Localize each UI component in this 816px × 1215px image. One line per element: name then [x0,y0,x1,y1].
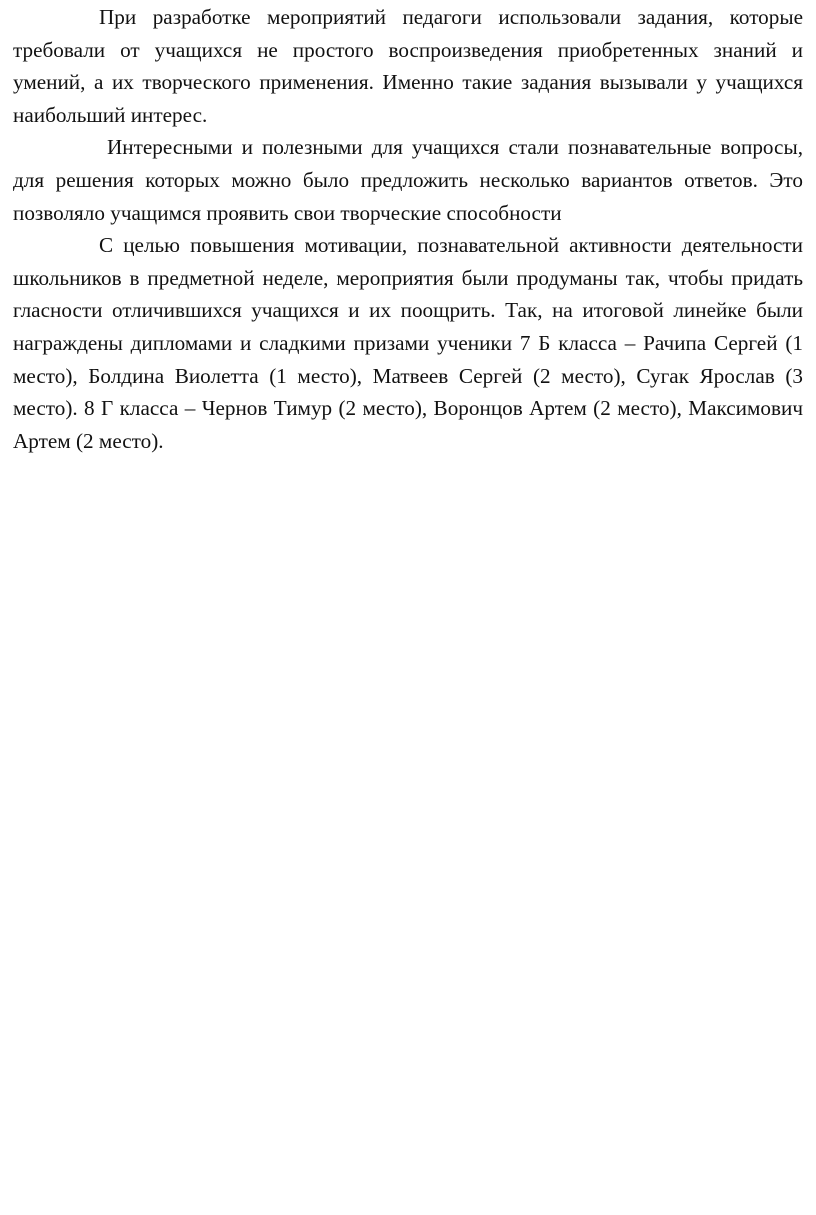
paragraph-tasks: При разработке мероприятий педагоги использовали задания, которые требовали от учащихся не простого воспроизведения приобретенных знаний и умений, а их творческого применения. Именно такие задания вызывали у учащихся наибольший интерес. [13,5,803,127]
paragraph-motivation-awards: С целью повышения мотивации, познавательной активности деятельности школьников в предметной неделе, мероприятия были продуманы так, чтобы придать гласности отличившихся учащихся и их поощрить. Так, на итоговой линейке были награждены дипломами и сладкими призами ученики 7 Б класса – Рачипа Сергей (1 место), Болдина Виолетта (1 место), Матвеев Сергей (2 место), Сугак Ярослав (3 место). 8 Г класса – Чернов Тимур (2 место), Воронцов Артем (2 место), Максимович Артем (2 место). [13,233,803,453]
paragraph-questions: Интересными и полезными для учащихся стали познавательные вопросы, для решения которых можно было предложить несколько вариантов ответов. Это позволяло учащимся проявить свои творческие способности [13,135,803,225]
document-page [13,1,803,457]
